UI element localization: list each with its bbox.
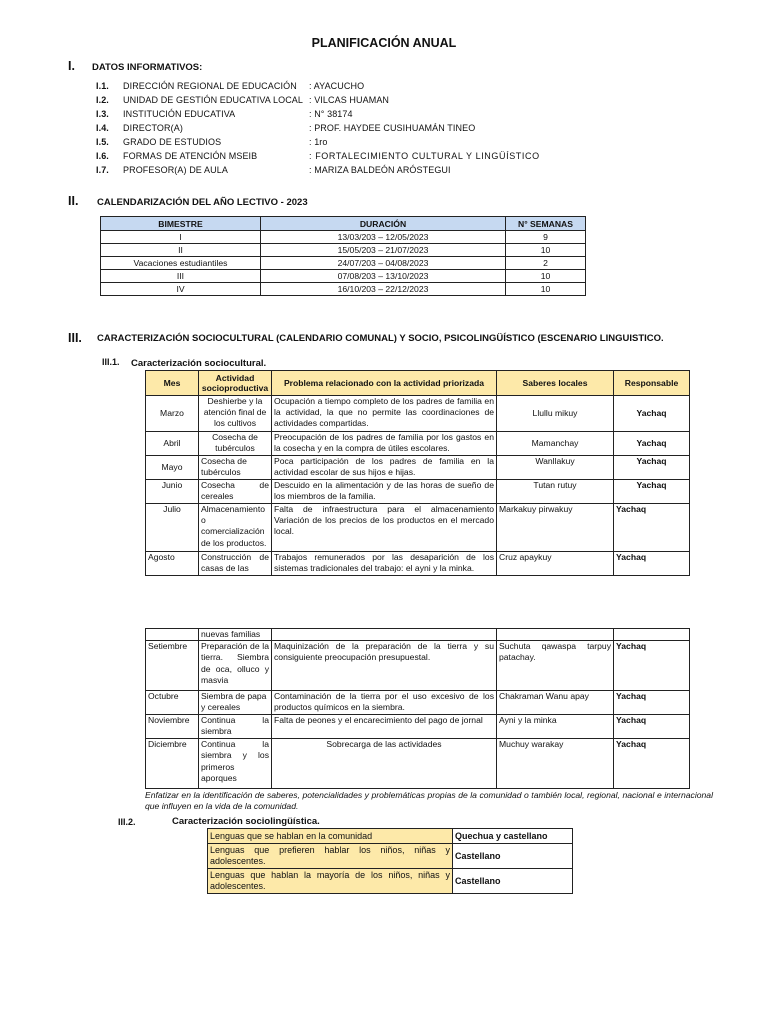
info-value: : PROF. HAYDEE CUSIHUAMÁN TINEO xyxy=(309,123,476,133)
table-cell: Julio xyxy=(146,504,199,552)
note-text: Enfatizar en la identificación de saberes, potencialidades y problemáticas propias de la comunidad o también local, regional, nacional e internacional que influyen en la vida de la comunidad. xyxy=(145,790,713,811)
table-cell: Mamanchay xyxy=(497,432,614,456)
info-row xyxy=(0,165,768,179)
section-3-title: CARACTERIZACIÓN SOCIOCULTURAL (CALENDARIO COMUNAL) Y SOCIO, PSICOLINGÜÍSTICO (ESCENARIO LINGUISTICO. xyxy=(97,333,664,344)
info-label: FORMAS DE ATENCIÓN MSEIB xyxy=(123,151,258,161)
table-cell: 10 xyxy=(506,283,586,296)
column-header: N° SEMANAS xyxy=(506,217,586,231)
table-cell: Junio xyxy=(146,480,199,504)
table-cell: Cosecha de tubérculos xyxy=(199,432,272,456)
info-number: I.2. xyxy=(96,95,109,105)
column-header: DURACIÓN xyxy=(261,217,506,231)
page-title: PLANIFICACIÓN ANUAL xyxy=(311,36,457,50)
table-row xyxy=(146,739,690,789)
table-cell: Setiembre xyxy=(146,641,199,691)
table-row xyxy=(208,869,573,894)
table-cell: 24/07/203 – 04/08/2023 xyxy=(261,257,506,270)
table-cell xyxy=(272,629,497,641)
table-cell: Lenguas que prefieren hablar los niños, niñas y adolescentes. xyxy=(208,844,453,869)
table-cell: Yachaq xyxy=(614,432,690,456)
table-row xyxy=(146,691,690,715)
info-number: I.3. xyxy=(96,109,109,119)
table-row xyxy=(146,715,690,739)
info-label: DIRECCIÓN REGIONAL DE EDUCACIÓN xyxy=(123,81,297,91)
info-list xyxy=(0,81,768,181)
table-header-row xyxy=(146,371,690,396)
info-row xyxy=(0,81,768,95)
table-cell: 07/08/203 – 13/10/2023 xyxy=(261,270,506,283)
table-row xyxy=(146,629,690,641)
table-row xyxy=(146,480,690,504)
table-row xyxy=(146,396,690,432)
info-label: INSTITUCIÓN EDUCATIVA xyxy=(123,109,236,119)
info-number: I.6. xyxy=(96,151,109,161)
table-cell: Tutan rutuy xyxy=(497,480,614,504)
table-cell: Yachaq xyxy=(614,691,690,715)
table-cell: Continua la siembra xyxy=(199,715,272,739)
table-cell: Noviembre xyxy=(146,715,199,739)
table-cell: 9 xyxy=(506,231,586,244)
table-cell: Yachaq xyxy=(614,456,690,480)
table-cell: Diciembre xyxy=(146,739,199,789)
table-cell: Cruz apaykuy xyxy=(497,552,614,576)
table-cell: Cosecha de tubérculos xyxy=(199,456,272,480)
info-row xyxy=(0,109,768,123)
table-cell: IV xyxy=(101,283,261,296)
info-label: GRADO DE ESTUDIOS xyxy=(123,137,222,147)
table-cell: Yachaq xyxy=(614,641,690,691)
table-cell: Yachaq xyxy=(614,504,690,552)
table-cell: Trabajos remunerados por las desaparición de los sistemas tradicionales del trabajo: el ayni y la minka. xyxy=(272,552,497,576)
table-cell: Continua la siembra y los primeros aporques xyxy=(199,739,272,789)
info-row xyxy=(0,151,768,165)
table-cell: Octubre xyxy=(146,691,199,715)
info-value: : VILCAS HUAMAN xyxy=(309,95,390,105)
table-cell: Preocupación de los padres de familia por los gastos en la cosecha y en la compra de útiles escolares. xyxy=(272,432,497,456)
sociolinguistic-table xyxy=(207,828,573,894)
table-row xyxy=(146,456,690,480)
sociocultural-table xyxy=(145,370,690,576)
info-number: I.1. xyxy=(96,81,109,91)
table-cell: Yachaq xyxy=(614,715,690,739)
table-cell: Yachaq xyxy=(614,396,690,432)
table-cell: 10 xyxy=(506,244,586,257)
info-label: UNIDAD DE GESTIÓN EDUCATIVA LOCAL xyxy=(123,95,303,105)
table-cell: Mayo xyxy=(146,456,199,480)
table-cell: Agosto xyxy=(146,552,199,576)
table-cell: Abril xyxy=(146,432,199,456)
table-cell: Yachaq xyxy=(614,739,690,789)
info-value: : FORTALECIMIENTO CULTURAL Y LINGÜÍSTICO xyxy=(309,151,540,161)
table-row xyxy=(101,257,586,270)
column-header: Responsable xyxy=(614,371,690,396)
info-row xyxy=(0,137,768,151)
info-value: : MARIZA BALDEÓN ARÓSTEGUI xyxy=(309,165,451,175)
table-cell: Chakraman Wanu apay xyxy=(497,691,614,715)
table-cell: Castellano xyxy=(453,844,573,869)
table-cell: Construcción de casas de las xyxy=(199,552,272,576)
section-1-title: DATOS INFORMATIVOS: xyxy=(92,62,203,73)
info-label: DIRECTOR(A) xyxy=(123,123,183,133)
column-header: Actividad socioproductiva xyxy=(199,371,272,396)
table-cell: III xyxy=(101,270,261,283)
table-cell: 2 xyxy=(506,257,586,270)
table-cell: Almacenamiento o comercialización de los productos. xyxy=(199,504,272,552)
table-cell xyxy=(497,629,614,641)
table-cell: Lenguas que se hablan en la comunidad xyxy=(208,829,453,844)
table-cell: Ayni y la minka xyxy=(497,715,614,739)
table-cell: Falta de peones y el encarecimiento del pago de jornal xyxy=(272,715,497,739)
table-cell: I xyxy=(101,231,261,244)
table-cell: Contaminación de la tierra por el uso excesivo de los productos químicos en la siembra. xyxy=(272,691,497,715)
info-value: : AYACUCHO xyxy=(309,81,365,91)
info-row xyxy=(0,123,768,137)
table-cell: Castellano xyxy=(453,869,573,894)
table-cell: nuevas familias xyxy=(199,629,272,641)
table-row xyxy=(146,552,690,576)
section-3-number: III. xyxy=(68,331,82,345)
table-row xyxy=(146,641,690,691)
table-row xyxy=(146,504,690,552)
table-header-row xyxy=(101,217,586,231)
table-cell: Llullu mikuy xyxy=(497,396,614,432)
table-cell: Markakuy pirwakuy xyxy=(497,504,614,552)
column-header: Saberes locales xyxy=(497,371,614,396)
subsection-2-number: III.2. xyxy=(118,817,136,827)
table-cell xyxy=(614,629,690,641)
table-cell: Siembra de papa y cereales xyxy=(199,691,272,715)
info-value: : 1ro xyxy=(309,137,328,147)
table-row xyxy=(208,829,573,844)
table-cell: 15/05/203 – 21/07/2023 xyxy=(261,244,506,257)
table-cell: Descuido en la alimentación y de las horas de sueño de los miembros de la familia. xyxy=(272,480,497,504)
subsection-1-title: Caracterización sociocultural. xyxy=(131,358,267,369)
table-cell: Wanllakuy xyxy=(497,456,614,480)
column-header: Mes xyxy=(146,371,199,396)
table-cell: Maquinización de la preparación de la tierra y su consiguiente preocupación presupuestal. xyxy=(272,641,497,691)
table-cell: 13/03/203 – 12/05/2023 xyxy=(261,231,506,244)
table-cell: Lenguas que hablan la mayoría de los niños, niñas y adolescentes. xyxy=(208,869,453,894)
table-cell: Vacaciones estudiantiles xyxy=(101,257,261,270)
table-cell: II xyxy=(101,244,261,257)
table-cell: Quechua y castellano xyxy=(453,829,573,844)
info-value: : N° 38174 xyxy=(309,109,353,119)
table-cell: Yachaq xyxy=(614,552,690,576)
table-row xyxy=(208,844,573,869)
section-1-number: I. xyxy=(68,59,75,73)
table-cell: Cosecha de cereales xyxy=(199,480,272,504)
calendar-table xyxy=(100,216,586,296)
subsection-2-title: Caracterización sociolingüística. xyxy=(172,816,320,827)
info-label: PROFESOR(A) DE AULA xyxy=(123,165,228,175)
table-cell: Poca participación de los padres de familia en la actividad escolar de sus hijos e hijas. xyxy=(272,456,497,480)
section-2-title: CALENDARIZACIÓN DEL AÑO LECTIVO - 2023 xyxy=(97,197,308,208)
table-cell: 16/10/203 – 22/12/2023 xyxy=(261,283,506,296)
column-header: BIMESTRE xyxy=(101,217,261,231)
table-cell: Ocupación a tiempo completo de los padres de familia en la actividad, la que no permite las coordinaciones de actividades compartidas. xyxy=(272,396,497,432)
sociocultural-table-continued xyxy=(145,628,690,789)
table-cell: Deshierbe y la atención final de los cultivos xyxy=(199,396,272,432)
info-number: I.7. xyxy=(96,165,109,175)
subsection-1-number: III.1. xyxy=(102,357,120,367)
info-number: I.5. xyxy=(96,137,109,147)
table-cell: Suchuta qawaspa tarpuy patachay. xyxy=(497,641,614,691)
table-cell: Yachaq xyxy=(614,480,690,504)
section-2-number: II. xyxy=(68,194,79,208)
table-row xyxy=(101,270,586,283)
column-header: Problema relacionado con la actividad priorizada xyxy=(272,371,497,396)
table-cell: Marzo xyxy=(146,396,199,432)
table-row xyxy=(101,283,586,296)
table-cell: 10 xyxy=(506,270,586,283)
table-cell: Muchuy warakay xyxy=(497,739,614,789)
info-row xyxy=(0,95,768,109)
table-cell xyxy=(146,629,199,641)
table-row xyxy=(101,244,586,257)
table-row xyxy=(146,432,690,456)
table-cell: Preparación de la tierra. Siembra de oca, olluco y masvia xyxy=(199,641,272,691)
info-number: I.4. xyxy=(96,123,109,133)
table-cell: Sobrecarga de las actividades xyxy=(272,739,497,789)
table-row xyxy=(101,231,586,244)
table-cell: Falta de infraestructura para el almacenamiento Variación de los precios de los productos en el mercado local. xyxy=(272,504,497,552)
